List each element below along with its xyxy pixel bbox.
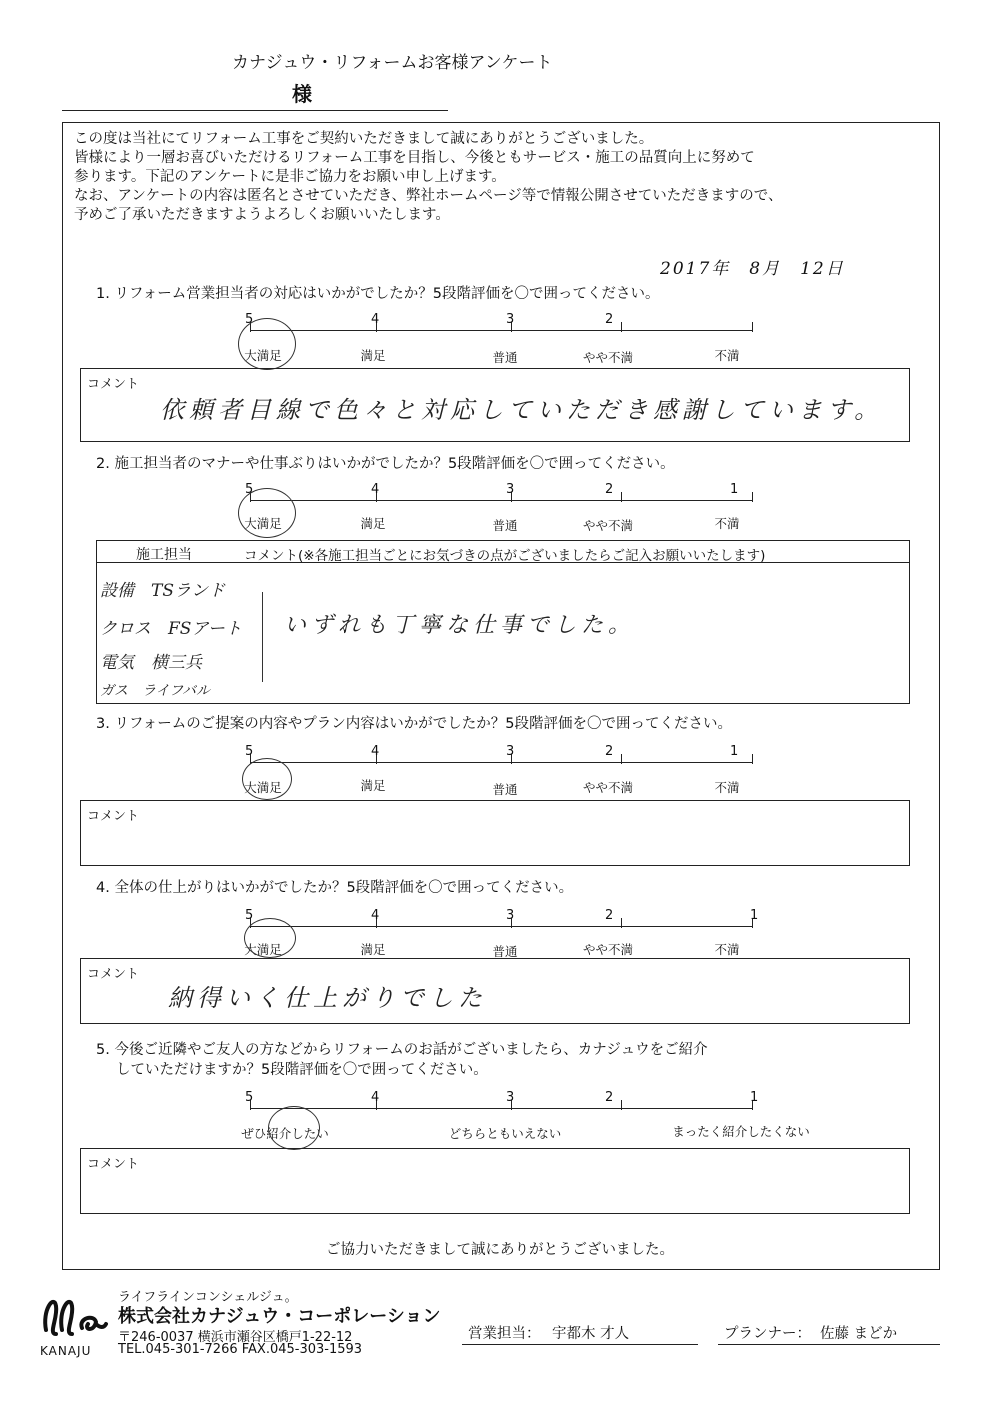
scale-num-3: 3 <box>506 482 515 497</box>
scale-num-2: 2 <box>605 744 614 759</box>
rating-circle <box>238 318 296 370</box>
scale-num-1: 1 <box>750 908 759 923</box>
handwritten-comment-1: 依頼者目線で色々と対応していただき感謝しています。 <box>160 396 884 424</box>
handwritten-comment-4: 納得いく仕上がりでした <box>168 984 487 1012</box>
scale-num-5: 5 <box>245 908 254 923</box>
scale-num-3: 3 <box>506 1090 515 1105</box>
scale-label-3: 普通 <box>492 518 518 533</box>
thanks-message: ご協力いただきまして誠にありがとうございました。 <box>326 1242 674 1258</box>
scale-label-4: 満足 <box>360 516 386 531</box>
scale-num-4: 4 <box>371 482 380 497</box>
comment-header: コメント(※各施工担当ごとにお気づきの点がございましたらご記入お願いいたします) <box>244 548 766 564</box>
scale-label-3: 普通 <box>492 350 518 365</box>
scale-label-1: 不満 <box>714 780 740 795</box>
rating-circle <box>244 918 296 958</box>
scale-label-3: 普通 <box>492 782 518 797</box>
scale-label-2: やや不満 <box>582 780 634 795</box>
question-5-line2: していただけますか？5段階評価を〇で囲ってください。 <box>116 1062 488 1078</box>
company-tagline: ライフラインコンシェルジュ。 <box>118 1290 298 1305</box>
question-3: 3. リフォームのご提案の内容やプラン内容はいかがでしたか？5段階評価を〇で囲ってください。 <box>96 716 732 732</box>
comment-label: コメント <box>87 809 140 824</box>
scale-label-3: 普通 <box>492 944 518 959</box>
question-5: 5. 今後ご近隣やご友人の方などからリフォームのお話がございましたら、カナジュウをご紹介 <box>96 1042 708 1058</box>
scale-label-1: 不満 <box>714 348 740 363</box>
survey-title: カナジュウ・リフォームお客様アンケート <box>232 53 553 73</box>
rating-circle <box>242 758 292 800</box>
staff-entry: 電気 横三兵 <box>100 653 202 673</box>
sales-signature-line <box>462 1344 698 1345</box>
intro-text <box>74 130 934 225</box>
comment-label: コメント <box>87 377 140 392</box>
sales-label: 営業担当： <box>468 1326 541 1342</box>
survey-date: 2017年 8月 12日 <box>660 259 845 279</box>
planner-label: プランナー： <box>724 1326 811 1342</box>
scale-num-2: 2 <box>605 482 614 497</box>
scale-num-4: 4 <box>371 312 380 327</box>
company-contact: TEL.045-301-7266 FAX.045-303-1593 <box>118 1342 363 1357</box>
comment-box-5 <box>80 1148 910 1214</box>
scale-num-3: 3 <box>506 312 515 327</box>
scale-label-5: ぜひ紹介したい <box>241 1126 329 1141</box>
staff-entry: 設備 TSランド <box>100 581 225 601</box>
staff-header: 施工担当 <box>136 547 192 563</box>
scale-label-2: やや不満 <box>582 942 634 957</box>
scale-label-5: 大満足 <box>244 348 282 363</box>
scale-label-2: やや不満 <box>582 518 634 533</box>
planner-name: 佐藤 まどか <box>820 1326 898 1342</box>
rating-circle <box>238 488 296 538</box>
staff-entry: クロス FSアート <box>100 619 242 639</box>
scale-num-4: 4 <box>371 908 380 923</box>
scale-num-1: 1 <box>730 744 739 759</box>
scale-label-1: 不満 <box>714 942 740 957</box>
scale-num-1: 1 <box>750 1090 759 1105</box>
sales-name: 宇都木 才人 <box>552 1326 630 1342</box>
scale-label-4: 満足 <box>360 778 386 793</box>
company-logo <box>40 1290 112 1346</box>
scale-num-3: 3 <box>506 744 515 759</box>
planner-signature-line <box>718 1344 940 1345</box>
scale-label-2: やや不満 <box>582 350 634 365</box>
intro-line: 予めご了承いただきますようよろしくお願いいたします。 <box>74 207 450 223</box>
handwritten-comment-2: いずれも丁寧な仕事でした。 <box>284 613 636 638</box>
scale-label-4: 満足 <box>360 942 386 957</box>
scale-label-3: どちらともいえない <box>448 1126 562 1141</box>
intro-line: 参ります。下記のアンケートに是非ご協力をお願い申し上げます。 <box>74 169 506 185</box>
scale-label-1: 不満 <box>714 516 740 531</box>
scale-label-4: 満足 <box>360 348 386 363</box>
customer-honorific: 様 <box>292 82 312 106</box>
rating-circle <box>268 1106 320 1150</box>
scale-num-1: 1 <box>730 482 739 497</box>
comment-box-3 <box>80 800 910 866</box>
question-1: 1. リフォーム営業担当者の対応はいかがでしたか？5段階評価を〇で囲ってください。 <box>96 286 660 302</box>
company-name: 株式会社カナジュウ・コーポレーション <box>118 1306 441 1327</box>
handwritten-brace <box>262 592 263 682</box>
scale-label-1: まったく紹介したくない <box>672 1124 810 1139</box>
scale-label-5: 大満足 <box>244 780 282 795</box>
scale-num-5: 5 <box>245 482 254 497</box>
comment-label: コメント <box>87 967 140 982</box>
logo-wordmark: KANAJU <box>40 1344 92 1358</box>
intro-line: この度は当社にてリフォーム工事をご契約いただきまして誠にありがとうございました。 <box>74 131 654 147</box>
scale-label-5: 大満足 <box>244 942 282 957</box>
company-address: 〒246-0037 横浜市瀬谷区橋戸1-22-12 <box>118 1330 353 1345</box>
intro-line: なお、アンケートの内容は匿名とさせていただき、弊社ホームページ等で情報公開させていただきますので、 <box>74 188 783 204</box>
scale-num-2: 2 <box>605 1090 614 1105</box>
intro-line: 皆様により一層お喜びいただけるリフォーム工事を目指し、今後ともサービス・施工の品質向上に努めて <box>74 150 755 166</box>
scale-num-2: 2 <box>605 908 614 923</box>
scale-num-4: 4 <box>371 744 380 759</box>
question-2: 2. 施工担当者のマナーや仕事ぶりはいかがでしたか？5段階評価を〇で囲ってください。 <box>96 456 675 472</box>
scale-num-5: 5 <box>245 744 254 759</box>
scale-num-5: 5 <box>245 312 254 327</box>
customer-name-line <box>62 110 448 111</box>
question-4: 4. 全体の仕上がりはいかがでしたか？5段階評価を〇で囲ってください。 <box>96 880 574 896</box>
scale-label-5: 大満足 <box>244 516 282 531</box>
comment-label: コメント <box>87 1157 140 1172</box>
scale-num-5: 5 <box>245 1090 254 1105</box>
scale-num-3: 3 <box>506 908 515 923</box>
scale-num-2: 2 <box>605 312 614 327</box>
staff-entry: ガス ライフバル <box>100 683 211 699</box>
scale-num-4: 4 <box>371 1090 380 1105</box>
